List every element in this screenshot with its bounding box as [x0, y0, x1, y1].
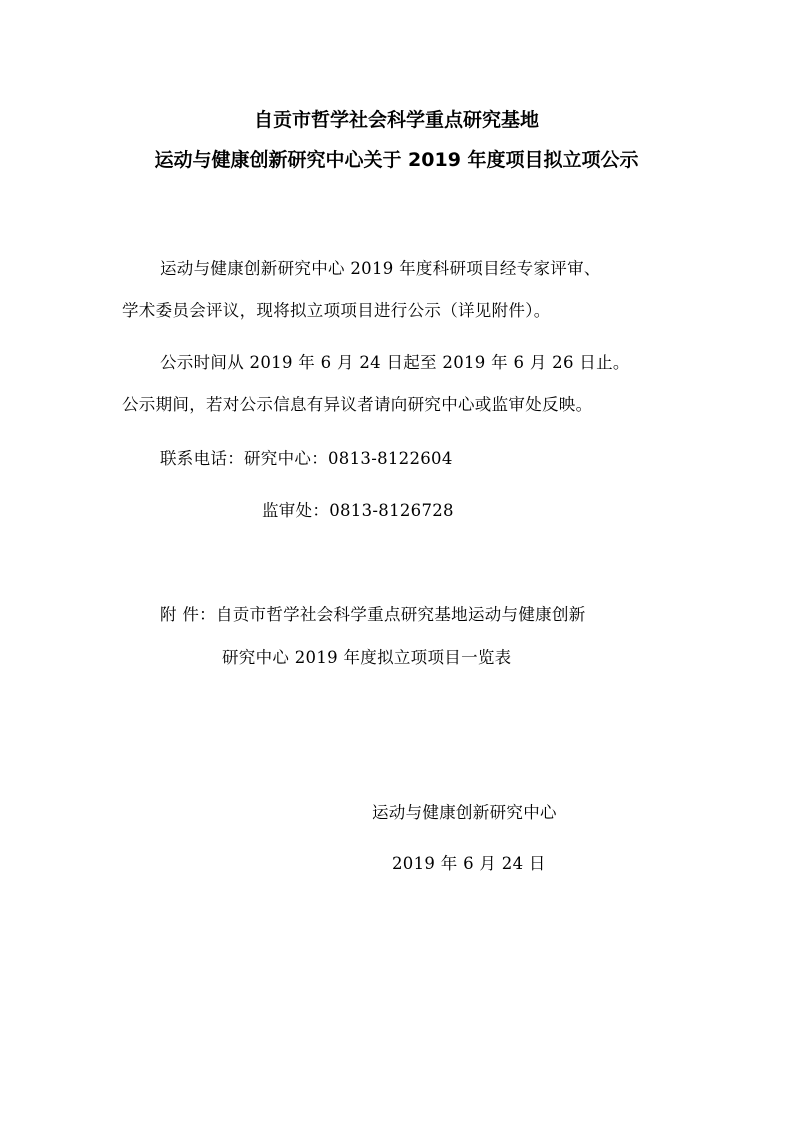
document-title-line-1: 自贡市哲学社会科学重点研究基地: [253, 109, 539, 131]
paragraph-1-line-1: 运动与健康创新研究中心 2019 年度科研项目经专家评审、: [160, 259, 601, 278]
signature-date: 2019 年 6 月 24 日: [392, 854, 546, 873]
signature-organization: 运动与健康创新研究中心: [372, 803, 557, 822]
contact-phone-research-center: 联系电话：研究中心：0813-8122604: [160, 449, 453, 468]
contact-phone-audit-office: 监审处：0813-8126728: [262, 501, 454, 520]
attachment-line-2: 研究中心 2019 年度拟立项项目一览表: [222, 648, 512, 667]
paragraph-2-line-1: 公示时间从 2019 年 6 月 24 日起至 2019 年 6 月 26 日止。: [160, 353, 630, 372]
paragraph-1-line-2: 学术委员会评议，现将拟立项项目进行公示（详见附件）。: [122, 301, 551, 320]
document-title-line-2: 运动与健康创新研究中心关于 2019 年度项目拟立项公示: [154, 149, 639, 171]
paragraph-2-line-2: 公示期间，若对公示信息有异议者请向研究中心或监审处反映。: [122, 395, 593, 414]
attachment-line-1: 附 件：自贡市哲学社会科学重点研究基地运动与健康创新: [160, 605, 586, 624]
